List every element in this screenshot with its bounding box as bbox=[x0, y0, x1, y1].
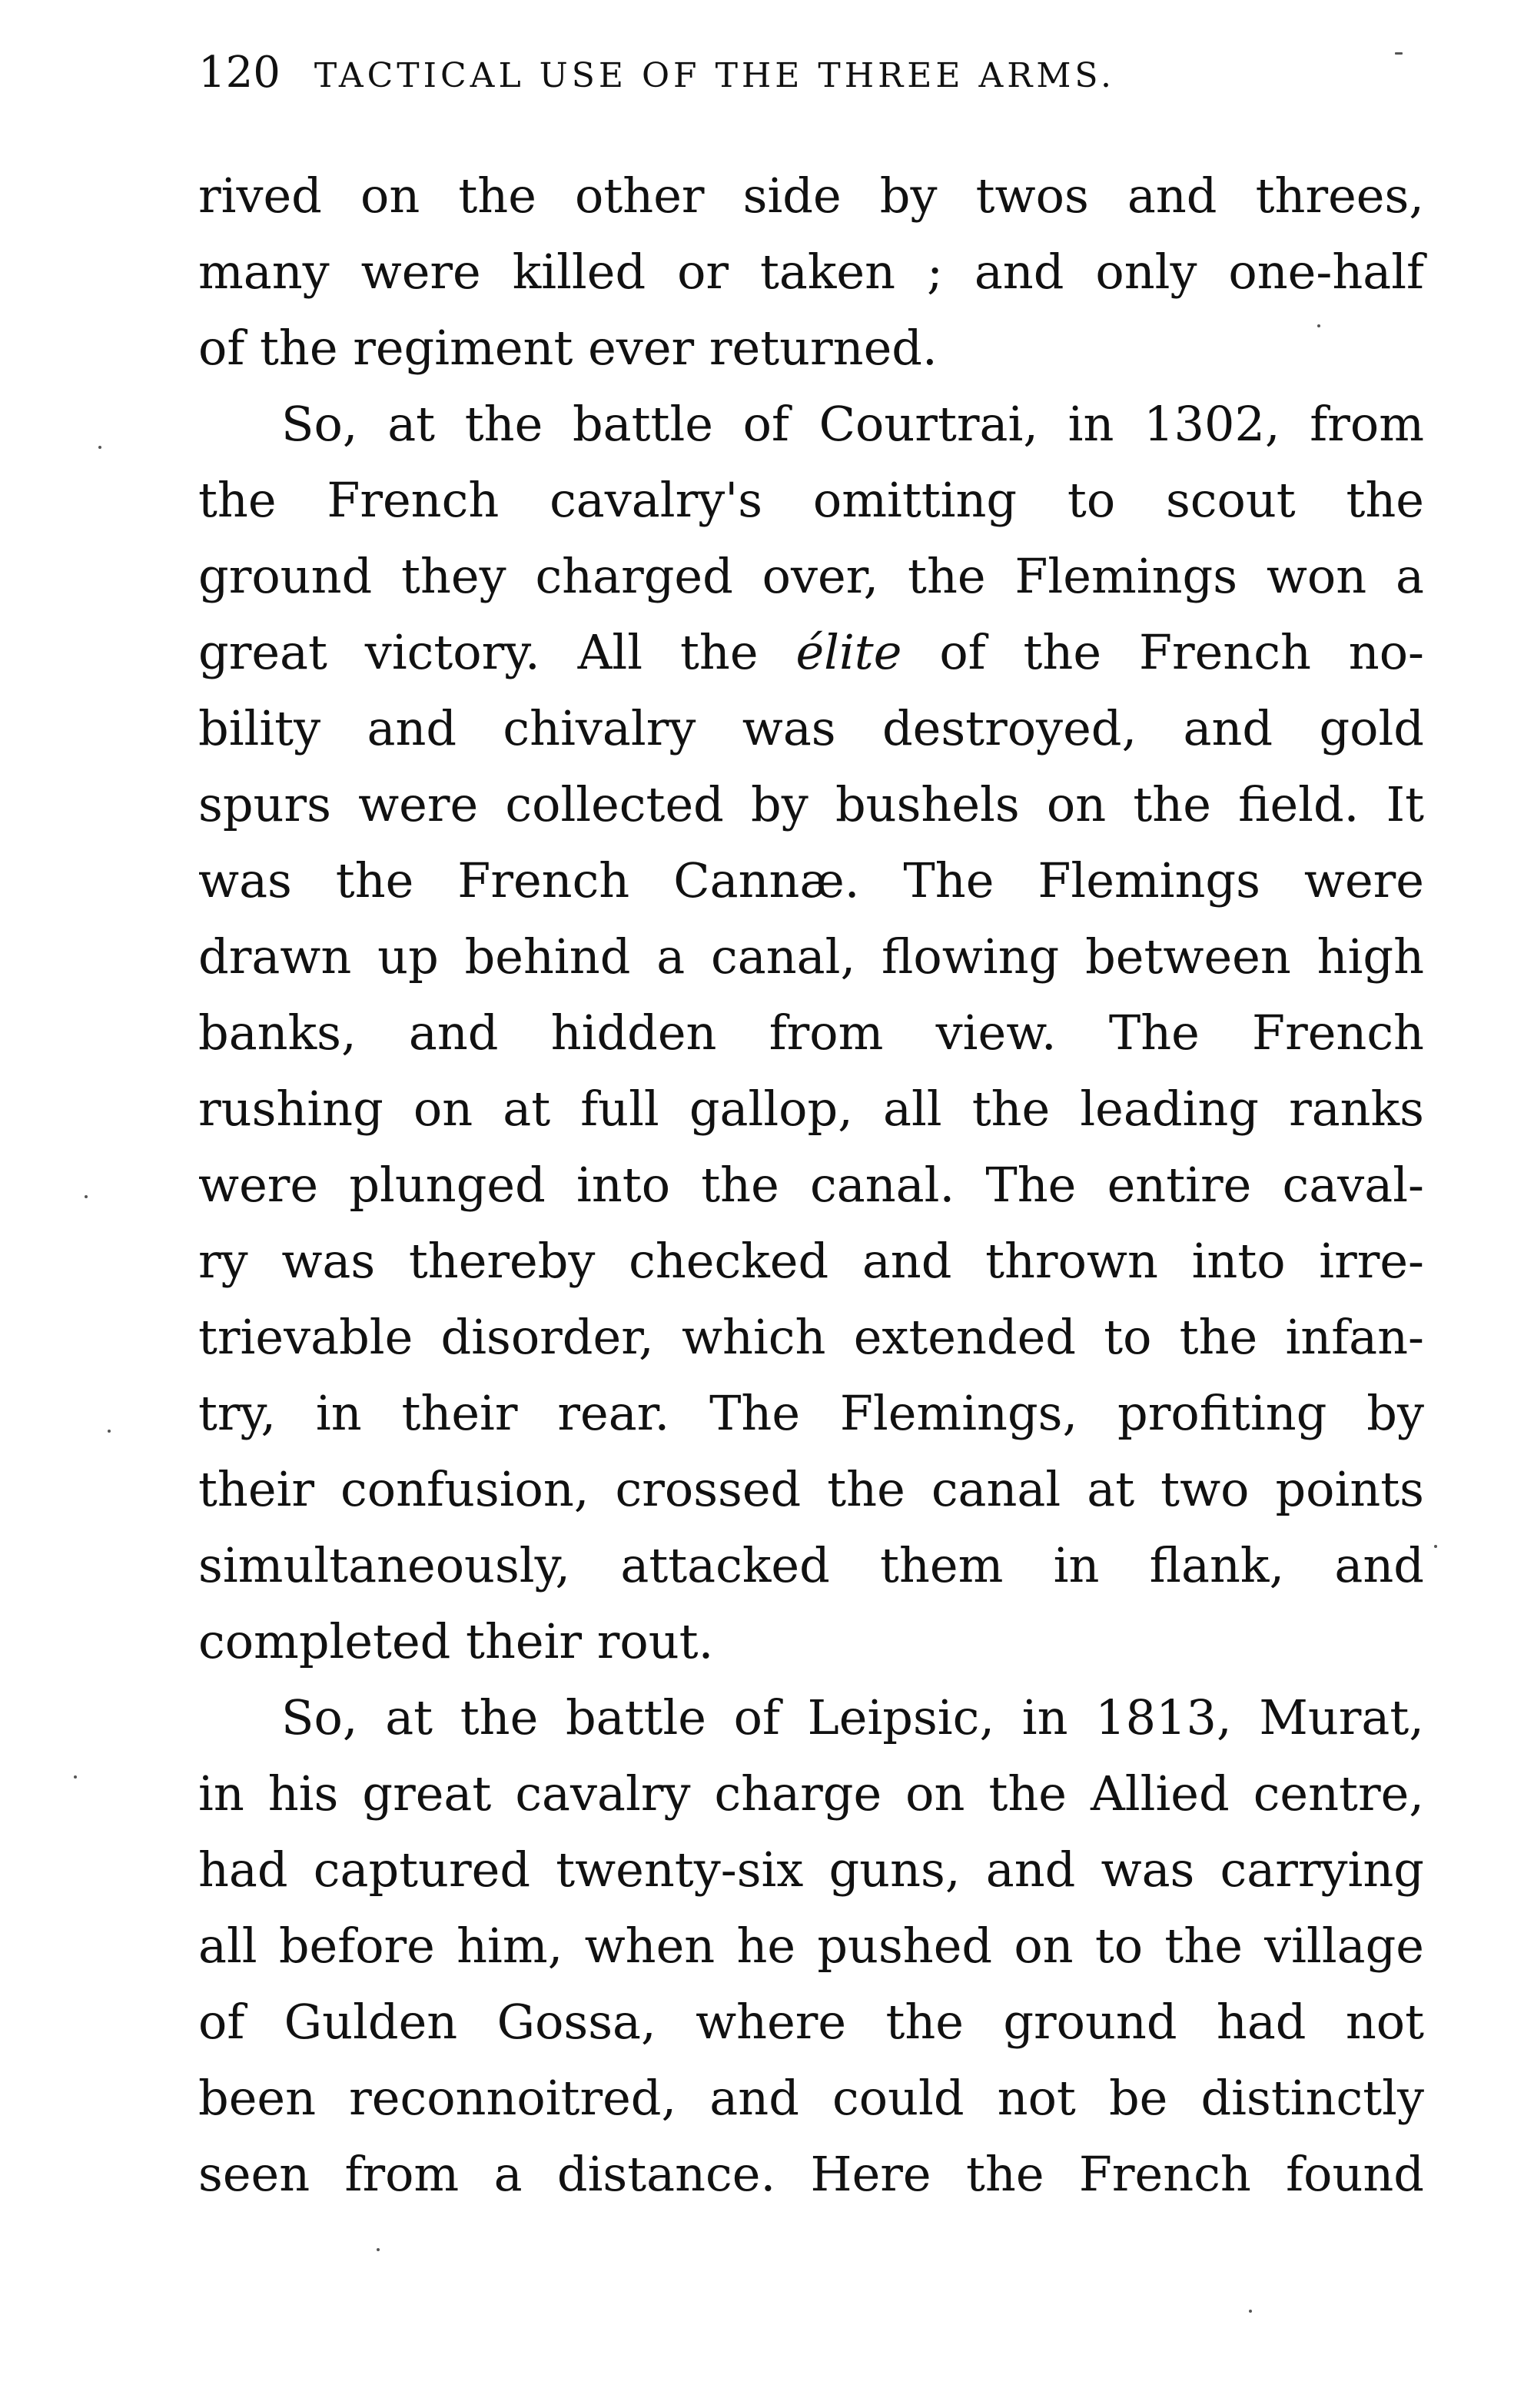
scan-speck bbox=[1249, 2310, 1252, 2313]
text-line bbox=[198, 614, 1424, 690]
italic-word: élite bbox=[795, 624, 902, 680]
running-title: TACTICAL USE OF THE THREE ARMS. bbox=[314, 56, 1115, 95]
text-line: seen from a distance. Here the French found bbox=[198, 2146, 1424, 2202]
text-line: completed their rout. bbox=[198, 1613, 714, 1669]
text-line: many were killed or taken ; and only one-half bbox=[198, 244, 1424, 300]
text-line: banks, and hidden from view. The French bbox=[198, 1005, 1424, 1061]
text-line: So, at the battle of Leipsic, in 1813, Murat, bbox=[281, 1689, 1424, 1745]
text-line: ground they charged over, the Flemings won a bbox=[198, 548, 1424, 604]
scan-speck bbox=[108, 1430, 111, 1433]
text-line: rushing on at full gallop, all the leading ranks bbox=[198, 1081, 1424, 1137]
text-line: their confusion, crossed the canal at two points bbox=[198, 1461, 1424, 1517]
text-line: ry was thereby checked and thrown into irre- bbox=[198, 1233, 1424, 1289]
scan-speck bbox=[85, 1195, 88, 1198]
text-line: been reconnoitred, and could not be distinctly bbox=[198, 2070, 1424, 2126]
scan-speck bbox=[74, 1775, 77, 1779]
body-text bbox=[198, 158, 1424, 2212]
text-line: bility and chivalry was destroyed, and gold bbox=[198, 700, 1424, 756]
text-line: the French cavalry's omitting to scout the bbox=[198, 472, 1424, 528]
scan-speck bbox=[1434, 1545, 1437, 1548]
text-line: of Gulden Gossa, where the ground had not bbox=[198, 1994, 1424, 2050]
text-line: were plunged into the canal. The entire caval- bbox=[198, 1157, 1424, 1213]
text-fragment: of the French no- bbox=[901, 624, 1424, 680]
scan-speck bbox=[98, 446, 101, 449]
text-line: had captured twenty-six guns, and was carrying bbox=[198, 1842, 1424, 1898]
text-line: simultaneously, attacked them in flank, and bbox=[198, 1537, 1424, 1593]
text-line: rived on the other side by twos and threes, bbox=[198, 168, 1424, 224]
text-line: So, at the battle of Courtrai, in 1302, from bbox=[281, 396, 1424, 452]
scan-speck bbox=[1395, 52, 1403, 55]
running-head bbox=[198, 48, 1413, 109]
text-line: all before him, when he pushed on to the village bbox=[198, 1918, 1424, 1974]
scan-speck bbox=[377, 2248, 380, 2251]
text-line: try, in their rear. The Flemings, profiting by bbox=[198, 1385, 1424, 1441]
text-line: was the French Cannæ. The Flemings were bbox=[198, 852, 1424, 908]
text-line: in his great cavalry charge on the Allied centre, bbox=[198, 1765, 1424, 1822]
page-number: 120 bbox=[198, 48, 281, 98]
text-line: drawn up behind a canal, flowing between high bbox=[198, 928, 1424, 985]
text-fragment: great victory. All the bbox=[198, 624, 796, 680]
text-line: of the regiment ever returned. bbox=[198, 320, 938, 376]
scan-speck bbox=[1317, 324, 1320, 327]
text-line: spurs were collected by bushels on the field. It bbox=[198, 776, 1424, 832]
text-line: trievable disorder, which extended to the infan- bbox=[198, 1309, 1424, 1365]
